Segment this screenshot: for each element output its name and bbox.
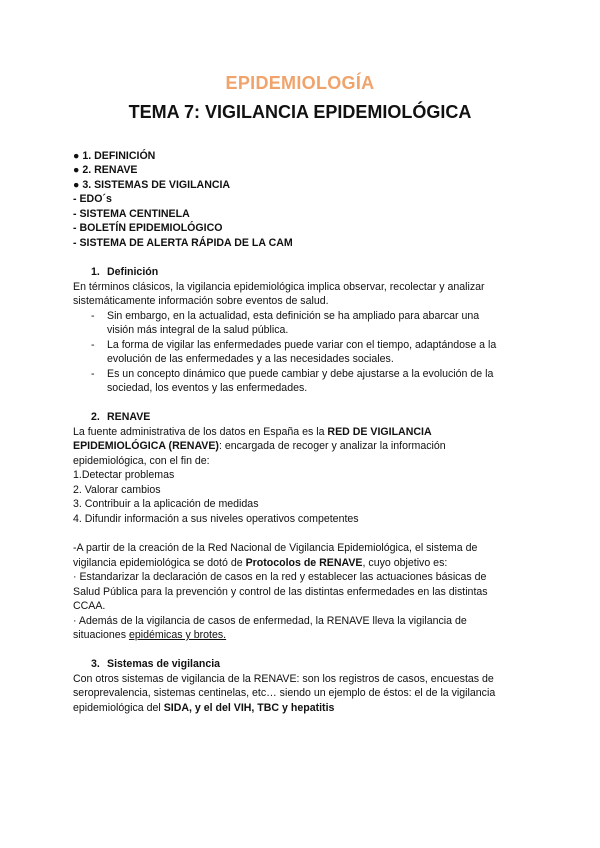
bullet-line: visión más integral de la salud pública. xyxy=(107,324,289,336)
paragraph-line: · Estandarizar la declaración de casos en la red y establecer las actuaciones básicas de xyxy=(73,571,487,583)
section-1-heading: Definición xyxy=(107,266,159,278)
paragraph-line: epidemiológica del SIDA, y el del VIH, TBC y hepatitis xyxy=(73,702,335,714)
document-subtitle: TEMA 7: VIGILANCIA EPIDEMIOLÓGICA xyxy=(128,102,472,122)
list-item: 4. Difundir información a sus niveles operativos competentes xyxy=(73,513,359,525)
paragraph-line: -A partir de la creación de la Red Nacional de Vigilancia Epidemiológica, el sistema de xyxy=(73,542,478,554)
toc-item: - BOLETÍN EPIDEMIOLÓGICO xyxy=(73,222,223,234)
paragraph-line: · Además de la vigilancia de casos de enfermedad, la RENAVE lleva la vigilancia de xyxy=(73,615,467,627)
paragraph-line: En términos clásicos, la vigilancia epidemiológica implica observar, recolectar y analizar xyxy=(73,281,485,293)
section-3-heading: Sistemas de vigilancia xyxy=(107,658,221,670)
paragraph-line: Con otros sistemas de vigilancia de la RENAVE: son los registros de casos, encuestas de xyxy=(73,673,494,685)
toc-item: ● 2. RENAVE xyxy=(73,164,138,176)
paragraph-line: seroprevalencia, sistemas centinelas, etc… siendo un ejemplo de éstos: el de la vigilancia xyxy=(73,687,496,699)
paragraph-line: vigilancia epidemiológica se dotó de Protocolos de RENAVE, cuyo objetivo es: xyxy=(73,557,448,569)
document-title: EPIDEMIOLOGÍA xyxy=(225,73,375,93)
bullet-dash: - xyxy=(91,368,95,380)
list-item: 2. Valorar cambios xyxy=(73,484,161,496)
bullet-dash: - xyxy=(91,339,95,351)
section-2-heading: RENAVE xyxy=(107,411,151,423)
bullet-line: evolución de las enfermedades y a las necesidades sociales. xyxy=(107,353,394,365)
list-item: 3. Contribuir a la aplicación de medidas xyxy=(73,498,259,510)
list-item: 1.Detectar problemas xyxy=(73,469,175,481)
section-3-number: 3. xyxy=(91,658,100,670)
paragraph-line: CCAA. xyxy=(73,600,106,612)
bullet-line: sociedad, los eventos y las enfermedades. xyxy=(107,382,308,394)
bullet-line: La forma de vigilar las enfermedades puede variar con el tiempo, adaptándose a la xyxy=(107,339,497,351)
paragraph-line: situaciones epidémicas y brotes. xyxy=(73,629,227,641)
paragraph-line: EPIDEMIOLÓGICA (RENAVE): encargada de recoger y analizar la información xyxy=(73,440,446,452)
paragraph-line: sistemáticamente información sobre eventos de salud. xyxy=(73,295,329,307)
bullet-dash: - xyxy=(91,310,95,322)
toc-item: - EDO´s xyxy=(73,193,112,205)
section-2-number: 2. xyxy=(91,411,100,423)
toc-item: ● 3. SISTEMAS DE VIGILANCIA xyxy=(73,179,231,191)
section-1-number: 1. xyxy=(91,266,100,278)
toc-item: - SISTEMA CENTINELA xyxy=(73,208,190,220)
paragraph-line: La fuente administrativa de los datos en España es la RED DE VIGILANCIA xyxy=(73,426,432,438)
toc-item: - SISTEMA DE ALERTA RÁPIDA DE LA CAM xyxy=(73,237,293,249)
bullet-line: Es un concepto dinámico que puede cambiar y debe ajustarse a la evolución de la xyxy=(107,368,494,380)
toc-item: ● 1. DEFINICIÓN xyxy=(73,150,156,162)
paragraph-line: epidemiológica, con el fin de: xyxy=(73,455,210,467)
paragraph-line: Salud Pública para la prevención y control de las distintas enfermedades en las distintas xyxy=(73,586,488,598)
bullet-line: Sin embargo, en la actualidad, esta definición se ha ampliado para abarcar una xyxy=(107,310,480,322)
